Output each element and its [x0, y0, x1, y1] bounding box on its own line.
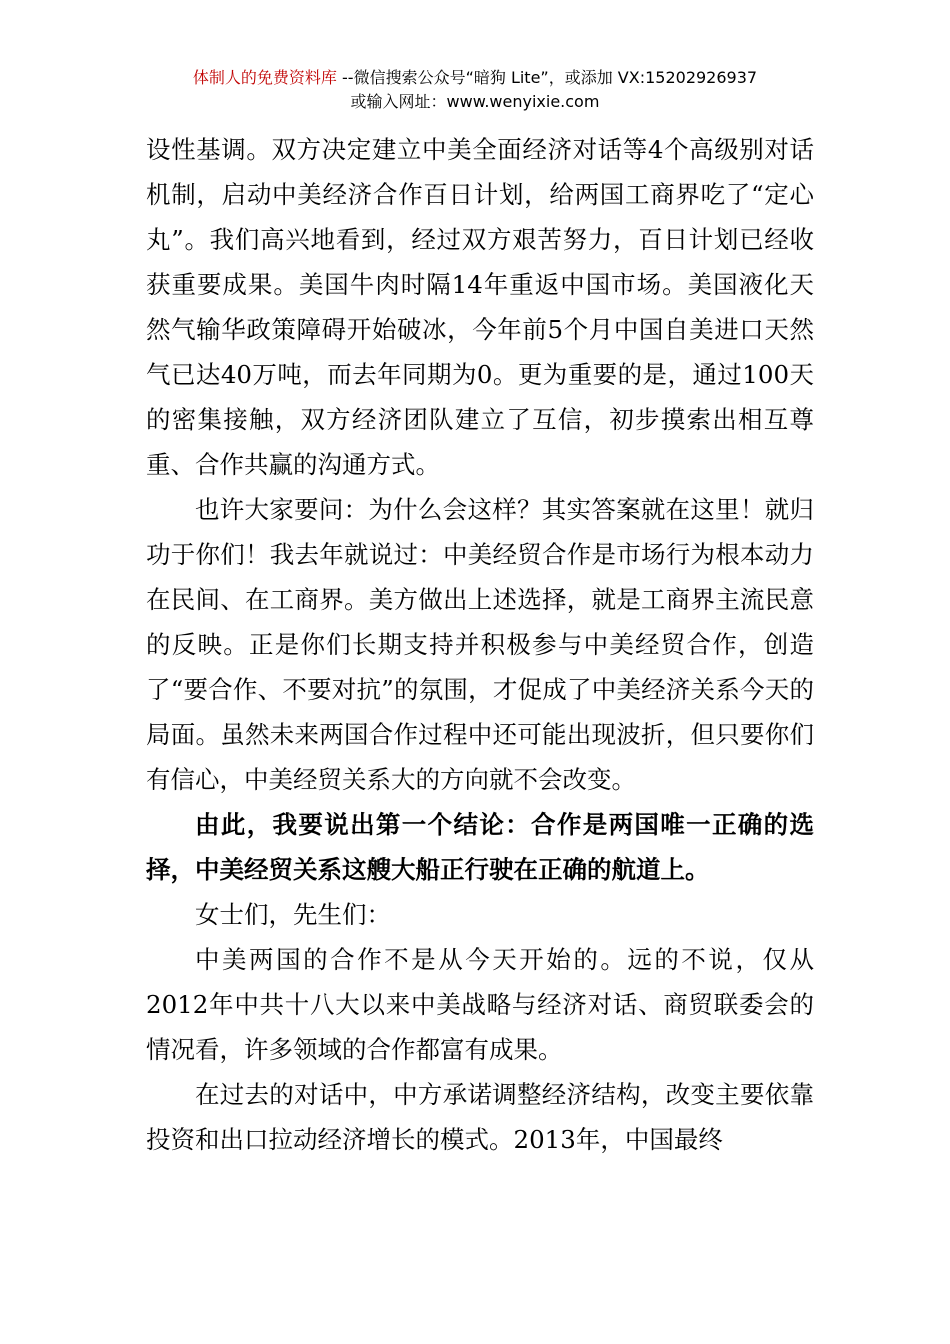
- page-header: [0, 66, 950, 114]
- header-line-2: 或输入网址：www.wenyixie.com: [350, 92, 600, 111]
- paragraph-conclusion: 由此，我要说出第一个结论：合作是两国唯一正确的选择，中美经贸关系这艘大船正行驶在正确的航道上。: [146, 810, 814, 884]
- header-contact: --微信搜索公众号“暗狗 Lite”，或添加 VX:15202926937: [336, 68, 758, 87]
- paragraph-5: 中美两国的合作不是从今天开始的。远的不说，仅从2012年中共十八大以来中美战略与经济对话、商贸联委会的情况看，许多领域的合作都富有成果。: [146, 945, 814, 1064]
- paragraph-2: 也许大家要问：为什么会这样？其实答案就在这里！就归功于你们！我去年就说过：中美经贸合作是市场行为根本动力在民间、在工商界。美方做出上述选择，就是工商界主流民意的反映。正是你们长期支持并积极参与中美经贸合作，创造了“要合作、不要对抗”的氛围，才促成了中美经济关系今天的局面。虽然未来两国合作过程中还可能出现波折，但只要你们有信心，中美经贸关系大的方向就不会改变。: [146, 495, 814, 794]
- header-brand: 体制人的免费资料库: [192, 68, 337, 87]
- paragraph-1: 设性基调。双方决定建立中美全面经济对话等4个高级别对话机制，启动中美经济合作百日计划，给两国工商界吃了“定心丸”。我们高兴地看到，经过双方艰苦努力，百日计划已经收获重要成果。美国牛肉时隔14年重返中国市场。美国液化天然气输华政策障碍开始破冰，今年前5个月中国自美进口天然气已达40万吨，而去年同期为0。更为重要的是，通过100天的密集接触，双方经济团队建立了互信，初步摸索出相互尊重、合作共赢的沟通方式。: [146, 135, 814, 479]
- paragraph-6: 在过去的对话中，中方承诺调整经济结构，改变主要依靠投资和出口拉动经济增长的模式。2013年，中国最终: [146, 1080, 814, 1154]
- header-line-1: [0, 66, 950, 90]
- document-body: [146, 127, 814, 1162]
- paragraph-salutation: 女士们，先生们：: [195, 900, 391, 929]
